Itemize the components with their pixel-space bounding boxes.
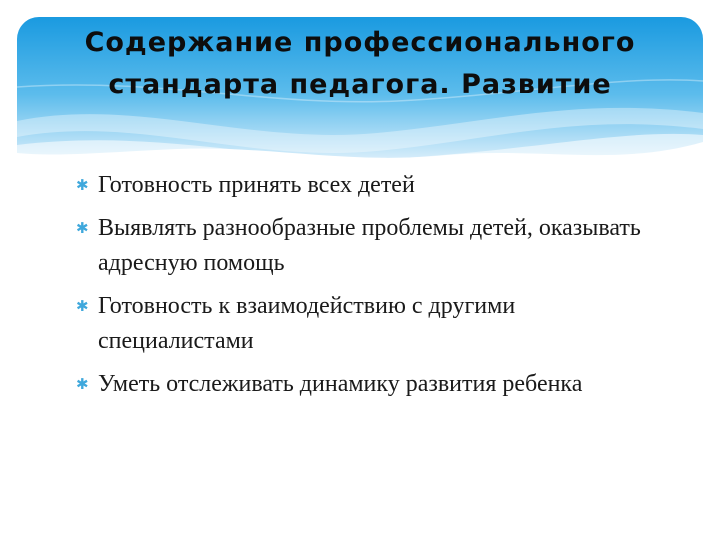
list-item-text: Уметь отслеживать динамику развития ребенка (98, 371, 583, 397)
asterisk-bullet-icon: ✱ (76, 176, 89, 194)
list-item-text: Готовность принять всех детей (98, 172, 415, 198)
list-item-text: Готовность к взаимодействию с другими специалистами (98, 293, 516, 354)
list-item (72, 367, 672, 402)
asterisk-bullet-icon: ✱ (76, 375, 89, 393)
asterisk-bullet-icon: ✱ (76, 219, 89, 237)
slide-title: Содержание профессионального стандарта педагога. Развитие (84, 27, 636, 100)
list-item-text: Выявлять разнообразные проблемы детей, оказывать адресную помощь (98, 215, 641, 276)
asterisk-bullet-icon: ✱ (76, 297, 89, 315)
list-item (72, 168, 672, 203)
bullet-list (72, 168, 672, 410)
list-item (72, 289, 672, 359)
list-item (72, 211, 672, 281)
